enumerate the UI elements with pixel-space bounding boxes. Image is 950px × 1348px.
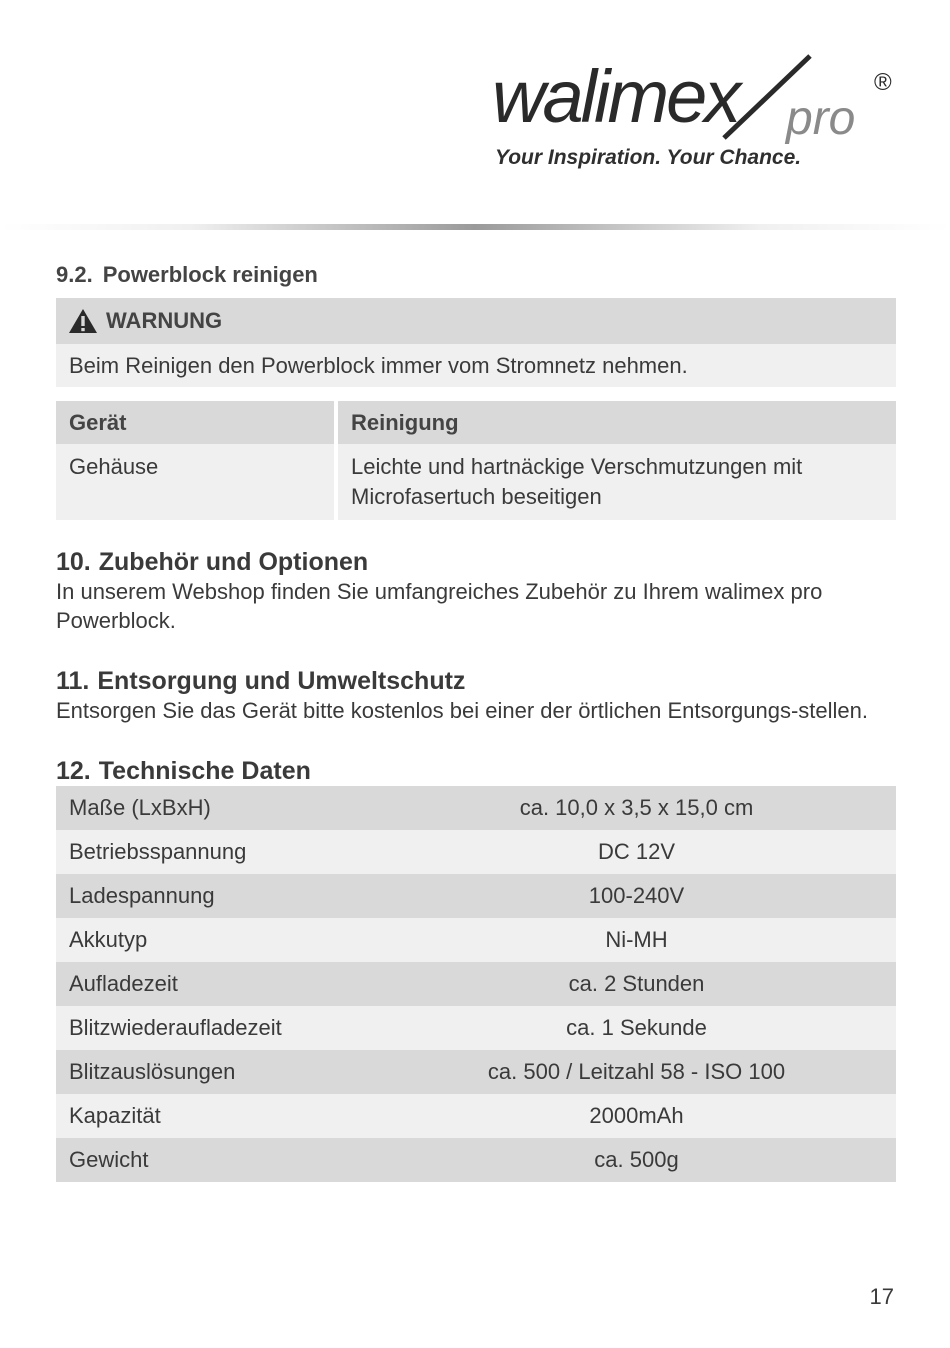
logo-brand-text: walimex [492, 55, 739, 138]
table-row [56, 1094, 896, 1138]
table-cell: Gehäuse [56, 444, 338, 520]
page-number: 17 [869, 1284, 894, 1309]
table-header-cell: Reinigung [338, 401, 896, 444]
warning-triangle-icon [68, 308, 98, 334]
table-row [56, 962, 896, 1006]
spec-label: Blitzwiederaufladezeit [69, 1015, 282, 1040]
section-10-text: In unserem Webshop finden Sie umfangreiches Zubehör zu Ihrem walimex pro Powerblock. [56, 579, 823, 633]
technical-data-table [56, 786, 896, 1182]
section-11-heading [56, 667, 896, 696]
spec-value: 2000mAh [589, 1103, 684, 1128]
warning-box [56, 298, 896, 387]
section-title: Technische Daten [98, 757, 311, 785]
section-title: Zubehör und Optionen [98, 548, 369, 576]
table-row [56, 1006, 896, 1050]
spec-value: ca. 2 Stunden [568, 971, 705, 996]
warning-label: WARNUNG [106, 308, 223, 333]
table-row [56, 830, 896, 874]
spec-label: Blitzauslösungen [69, 1059, 236, 1084]
section-11 [56, 667, 896, 725]
spec-value: Ni-MH [605, 927, 668, 952]
table-header-cell: Gerät [56, 401, 338, 444]
section-9-2-heading [56, 262, 896, 288]
section-title: Entsorgung und Umweltschutz [97, 667, 466, 695]
section-number: 9.2. [56, 262, 93, 287]
table-row [56, 1138, 896, 1182]
table-row [56, 1050, 896, 1094]
section-12 [56, 757, 896, 1182]
section-11-text: Entsorgen Sie das Gerät bitte kostenlos bei einer der örtlichen Entsorgungs-stellen. [56, 698, 869, 723]
cleaning-table [56, 401, 896, 520]
spec-value: ca. 1 Sekunde [566, 1015, 707, 1040]
page-content [56, 262, 896, 1182]
spec-value: ca. 10,0 x 3,5 x 15,0 cm [519, 795, 754, 820]
header-divider [0, 224, 950, 230]
table-row [56, 786, 896, 830]
table-row [56, 874, 896, 918]
spec-label: Ladespannung [69, 883, 215, 908]
table-row [56, 444, 896, 520]
registered-mark: ® [874, 69, 892, 96]
spec-label: Maße (LxBxH) [69, 795, 211, 820]
spec-label: Betriebsspannung [69, 839, 247, 864]
section-10 [56, 548, 896, 635]
logo-tagline: Your Inspiration. Your Chance. [495, 146, 802, 169]
spec-label: Gewicht [69, 1147, 149, 1172]
spec-label: Kapazität [69, 1103, 161, 1128]
section-12-heading [56, 757, 896, 786]
table-row [56, 918, 896, 962]
spec-value: DC 12V [597, 839, 676, 864]
section-number: 12. [56, 757, 91, 785]
section-title: Powerblock reinigen [102, 262, 318, 287]
section-10-heading [56, 548, 896, 577]
table-cell: Leichte und hartnäckige Verschmutzungen mit Microfasertuch beseitigen [338, 444, 896, 520]
warning-header [56, 298, 896, 344]
spec-value: 100-240V [588, 883, 685, 908]
spec-value: ca. 500g [594, 1147, 679, 1172]
warning-text: Beim Reinigen den Powerblock immer vom Stromnetz nehmen. [56, 344, 896, 387]
spec-value: ca. 500 / Leitzahl 58 - ISO 100 [487, 1059, 786, 1084]
table-header-row [56, 401, 896, 444]
section-number: 11. [56, 667, 90, 695]
logo-pro-text: pro [786, 92, 856, 145]
spec-label: Aufladezeit [69, 971, 178, 996]
walimex-pro-logo [488, 52, 908, 152]
section-number: 10. [56, 548, 91, 576]
spec-label: Akkutyp [69, 927, 148, 952]
